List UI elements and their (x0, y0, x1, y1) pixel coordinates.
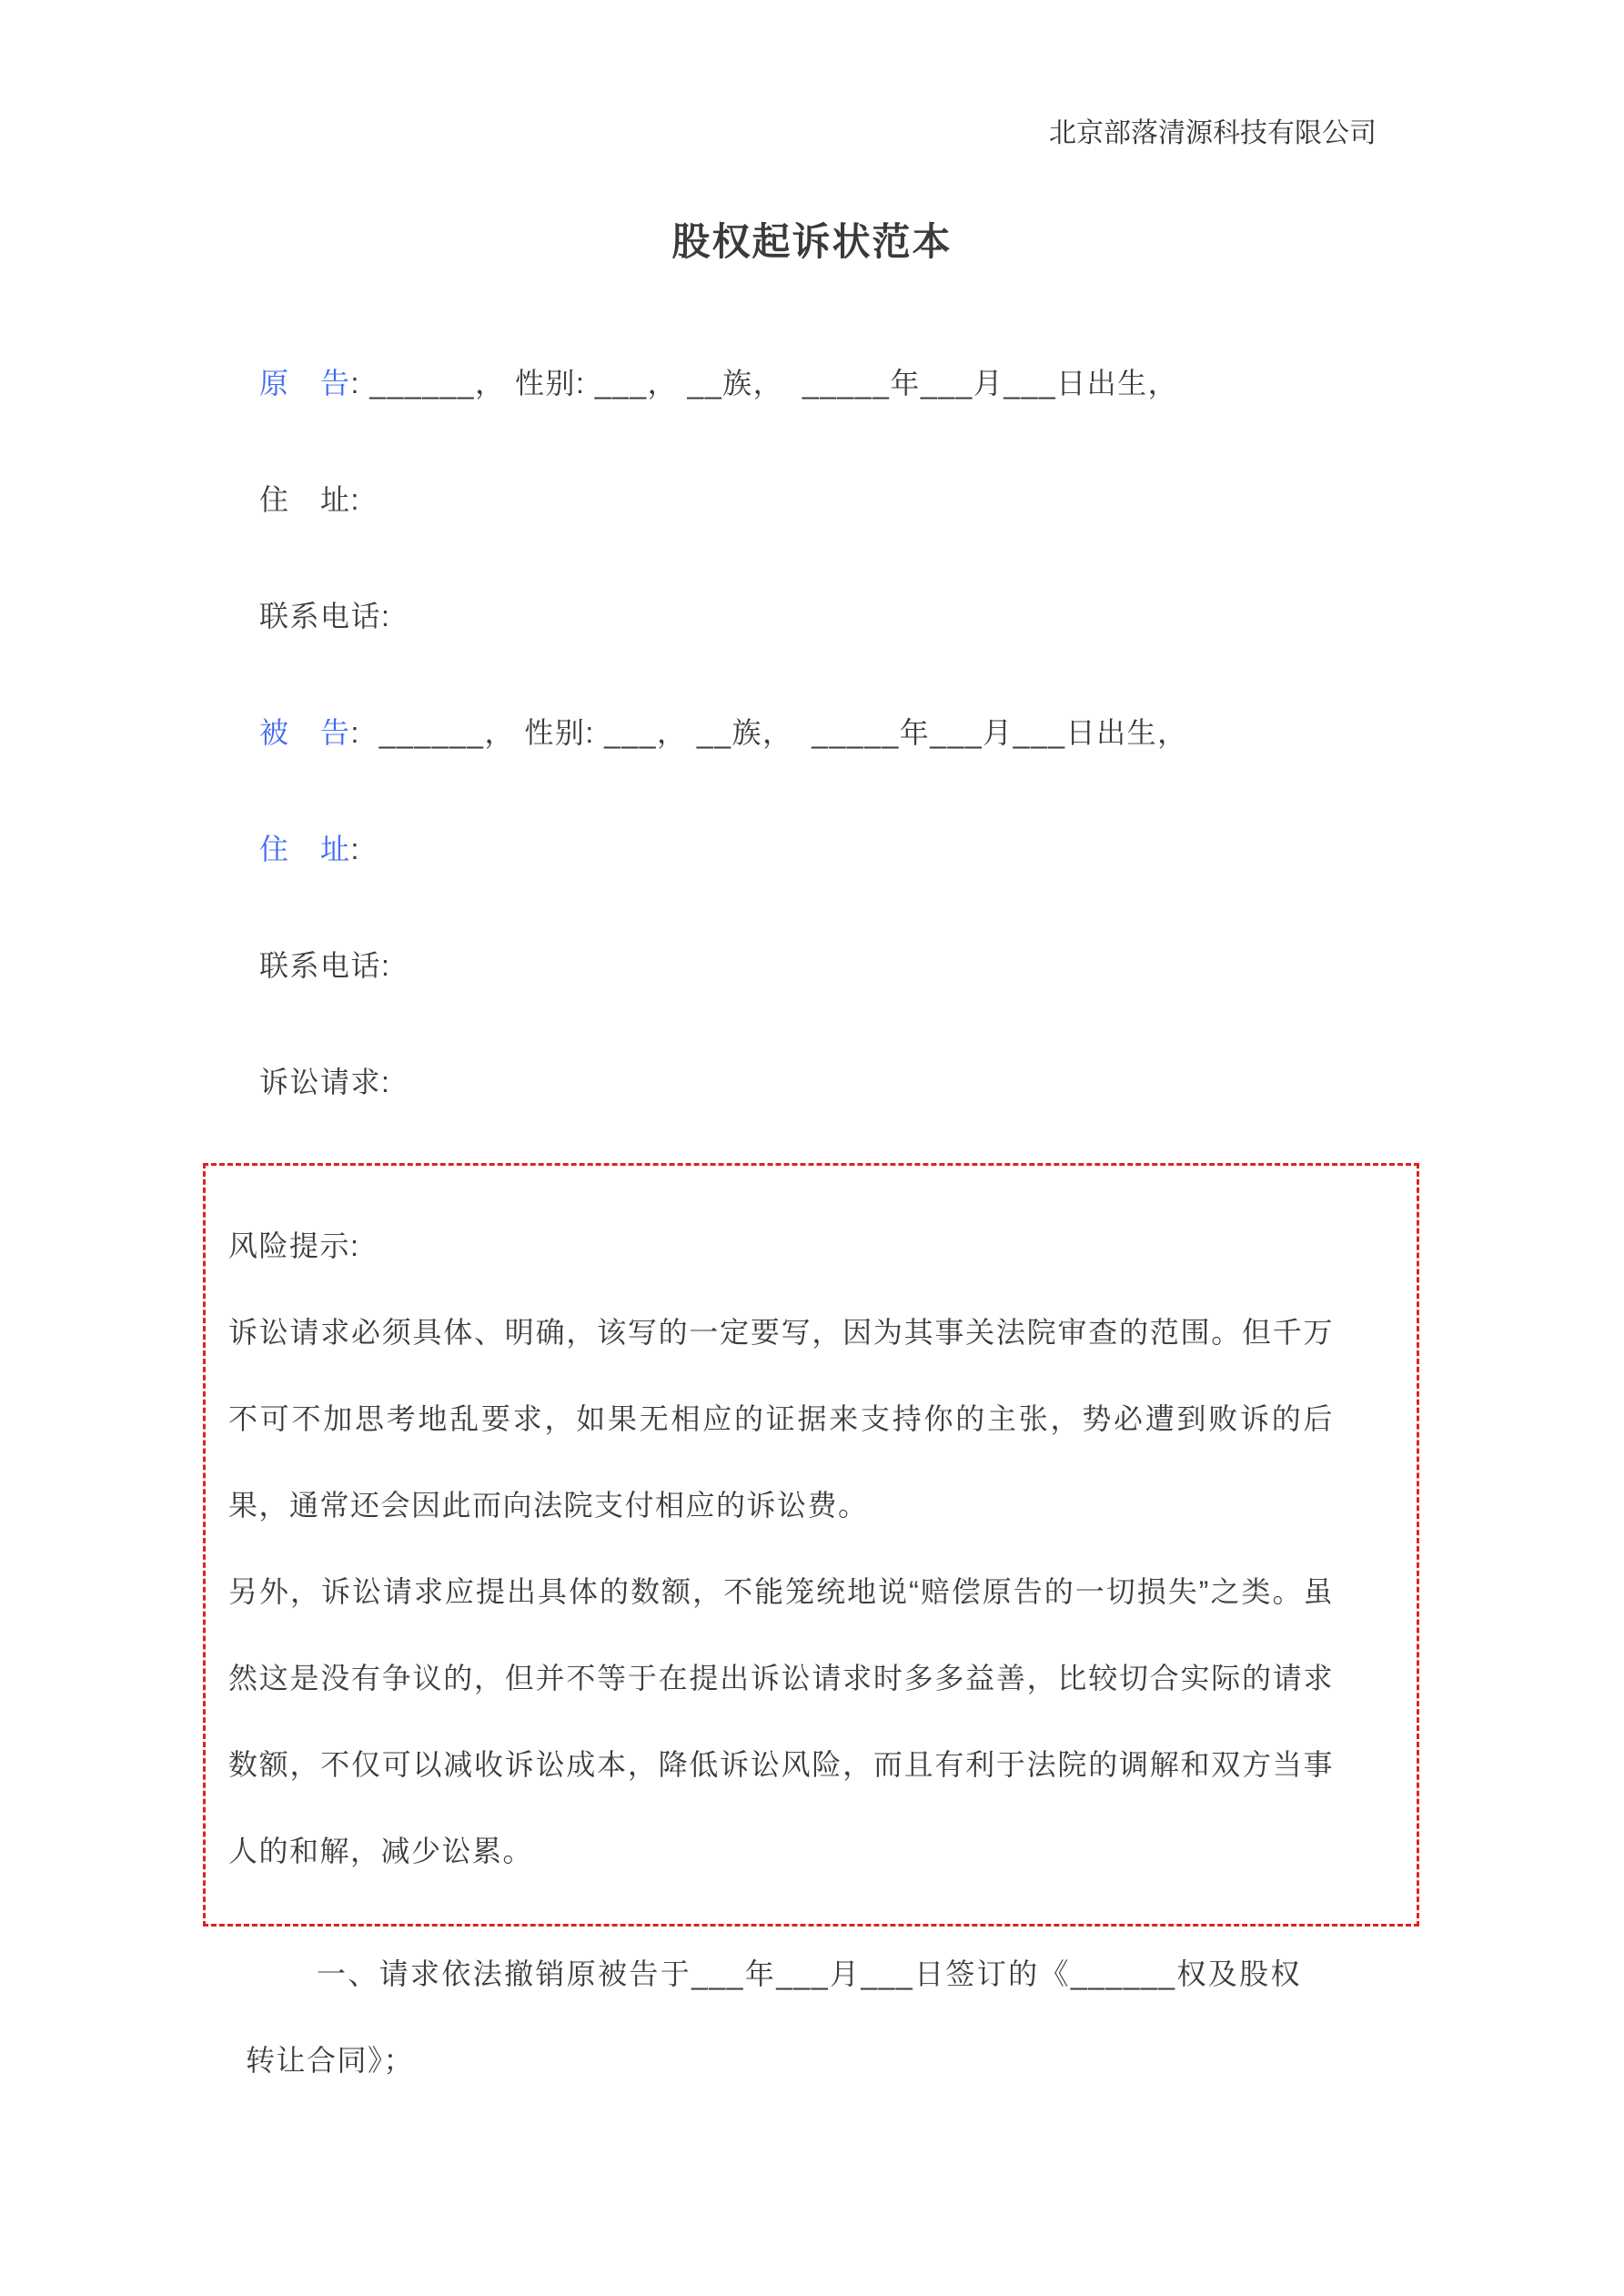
defendant-phone-label: 联系电话 (259, 949, 382, 982)
document-title: 股权起诉状范本 (671, 220, 953, 263)
claims-heading-label: 诉讼请求 (259, 1066, 382, 1098)
plaintiff-label: 原 告 (259, 367, 351, 400)
plaintiff-line (259, 340, 1624, 427)
risk-warning-box (203, 1163, 1419, 1927)
defendant-phone-line (259, 923, 1624, 1009)
defendant-address-line (259, 806, 1624, 893)
plaintiff-value: : ______， 性别: ___， __族， _____年___月___日出生， (350, 367, 1179, 400)
risk-warning-paragraph: 诉讼请求必须具体、明确，该写的一定要写，因为其事关法院审查的范围。但千万不可不加思考地乱要求，如果无相应的证据来支持你的主张，势必遭到败诉的后果，通常还会因此而向法院支付相应的诉讼费。 (228, 1316, 1334, 1522)
plaintiff-phone-line (259, 573, 1624, 660)
defendant-address-label: 住 址 (259, 833, 351, 865)
risk-warning-heading: 风险提示: (228, 1229, 360, 1262)
claims-heading-value: : (381, 1066, 391, 1098)
defendant-address-value: : (350, 833, 360, 865)
plaintiff-address-line (259, 457, 1624, 543)
defendant-label: 被 告 (259, 716, 351, 749)
party-info-section (0, 340, 1624, 1126)
plaintiff-phone-label: 联系电话 (259, 600, 382, 632)
company-name-text: 北京部落清源科技有限公司 (1049, 118, 1377, 148)
defendant-value: : ______， 性别: ___， __族， _____年___月___日出生， (350, 716, 1188, 749)
claim-item-one: 一、请求依法撤销原被告于___年___月___日签订的《______权及股权转让合同》； (246, 1957, 1301, 2077)
company-name (0, 0, 1624, 153)
defendant-phone-value: : (381, 949, 391, 982)
plaintiff-address-label: 住 址 (259, 483, 351, 516)
plaintiff-phone-value: : (381, 600, 391, 632)
defendant-line (259, 690, 1624, 776)
risk-warning-paragraph: 另外，诉讼请求应提出具体的数额，不能笼统地说“赔偿原告的一切损失”之类。虽然这是没有争议的，但并不等于在提出诉讼请求时多多益善，比较切合实际的请求数额，不仅可以减收诉讼成本，降低诉讼风险，而且有利于法院的调解和双方当事人的和解，减少讼累。 (228, 1575, 1334, 1867)
plaintiff-address-value: : (350, 483, 360, 516)
claims-heading-line (259, 1039, 1624, 1126)
